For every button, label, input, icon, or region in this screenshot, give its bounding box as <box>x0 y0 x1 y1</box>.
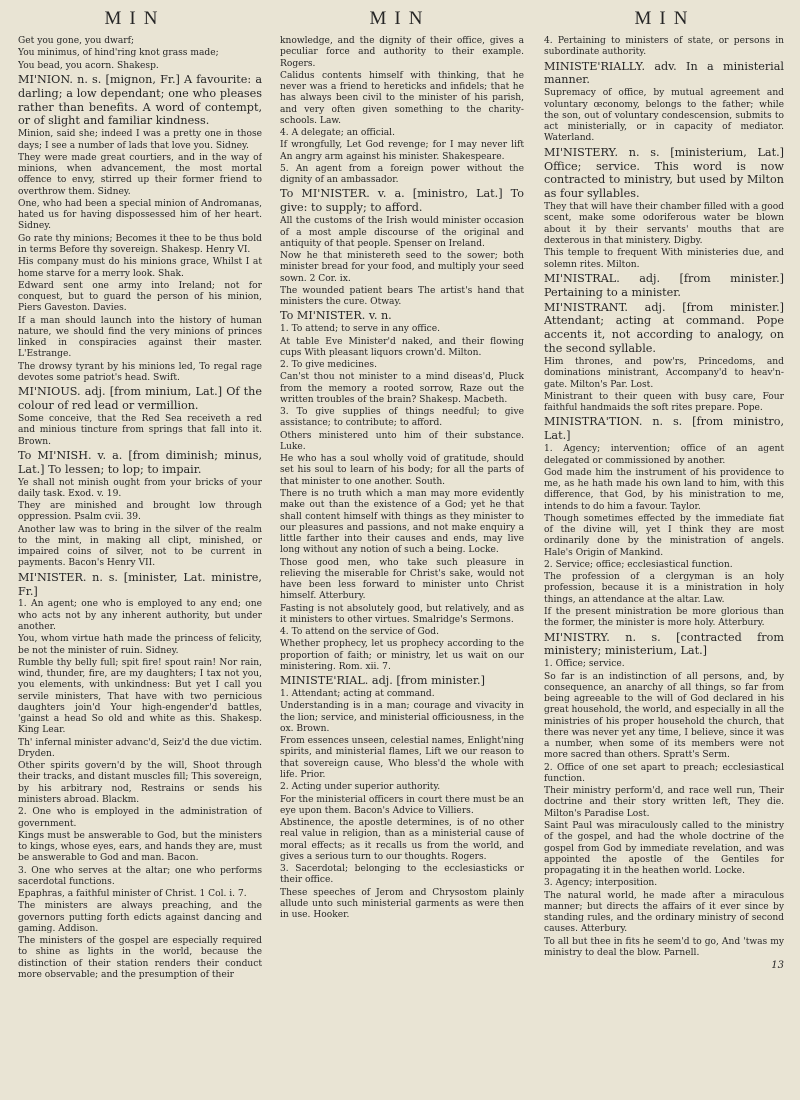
col2-entry: To MI'NISTER. v. n. <box>280 309 392 323</box>
col3-entry: 2. Office of one set apart to preach; ecclesiastical function. <box>544 762 784 784</box>
col1-entry: You minimus, of hind'ring knot grass made; <box>18 48 219 59</box>
col3-entry: This temple to frequent With ministeries due, and solemn rites. Milton. <box>544 248 784 270</box>
col1-entry: Some conceive, that the Red Sea receiveth a red and minious tincture from springs that fall into it. Brown. <box>18 413 262 447</box>
col3-entry: MI'NISTRANT. adj. [from minister.] Attendant; acting at command. Pope accents it, not according to analogy, on the second syllable. <box>544 300 784 356</box>
col1-entry: The ministers of the gospel are especially required to shine as lights in the world, because the distinction of their station renders their conduct more observable; and the presumption of their <box>18 936 262 980</box>
column-middle <box>280 36 524 1086</box>
col2-entry: All the customs of the Irish would minister occasion of a most ample discourse of the original and antiquity of that people. Spenser on Ireland. <box>280 216 524 249</box>
col1-entry: 3. One who serves at the altar; one who performs sacerdotal functions. <box>18 865 262 887</box>
col2-entry: Now he that ministereth seed to the sower; both minister bread for your food, and multiply your seed sown. 2 Cor. ix. <box>280 251 524 284</box>
col2-entry: 3. Sacerdotal; belonging to the ecclesiasticks or their office. <box>280 864 524 886</box>
col2-entry: 5. An agent from a foreign power without the dignity of an ambassador. <box>280 163 524 186</box>
col2-entry: There is no truth which a man may more evidently make out than the existence of a God; yet he that shall content himself with things as they minister to our pleasures and passions, and not make enquiry a little farther into their causes and ends, may live long without any notion of such a being. Locke. <box>280 488 524 556</box>
col1-entry: Minion, said she; indeed I was a pretty one in those days; I see a number of lads that love you. Sidney. <box>18 129 262 151</box>
col1-entry: Ye shall not minish ought from your bricks of your daily task. Exod. v. 19. <box>18 477 262 499</box>
col1-entry: Kings must be answerable to God, but the ministers to kings, whose eyes, ears, and hands they are, must be answerable to God and man. Bacon. <box>18 830 262 864</box>
col1-entry: 2. One who is employed in the administration of government. <box>18 807 262 829</box>
column-right <box>544 36 784 1086</box>
col3-entry: MI'NISTRAL. adj. [from minister.] Pertaining to a minister. <box>544 271 784 299</box>
col1-entry: Th' infernal minister advanc'd, Seiz'd the due victim. Dryden. <box>18 737 262 759</box>
col3-entry: God made him the instrument of his providence to me, as he hath made his own land to him, with this difference, that God, by his ministration to me, intends to do him a favour. Taylor. <box>544 467 784 512</box>
col3-entry: To all but thee in fits he seem'd to go, And 'twas my ministry to deal the blow. Parnell. <box>544 936 784 958</box>
col3-entry: MI'NISTRY. n. s. [contracted from ministery; ministerium, Lat.] <box>544 630 784 658</box>
col3-entry: 3. Agency; interposition. <box>544 878 658 889</box>
col1-entry: Go rate thy minions; Becomes it thee to be thus bold in terms Before thy sovereign. Shakesp. Henry VI. <box>18 233 262 256</box>
header-center: MIN <box>369 8 431 29</box>
col1-entry: 1. An agent; one who is employed to any end; one who acts not by any inherent authority, but under another. <box>18 599 262 632</box>
col3-entry: MINISTE'RIALLY. adv. In a ministerial manner. <box>544 59 784 87</box>
col3-entry: Their ministry perform'd, and race well run, Their doctrine and their story written left, They die. Milton's Paradise Lost. <box>544 786 784 819</box>
col3-entry: 1. Office; service. <box>544 659 625 670</box>
col2-entry: Can'st thou not minister to a mind diseas'd, Pluck from the memory a rooted sorrow, Raze out the written troubles of the brain? Shakesp. Macbeth. <box>280 372 524 405</box>
column-left <box>18 36 262 1086</box>
col2-entry: knowledge, and the dignity of their office, gives a peculiar force and authority to their example. Rogers. <box>280 36 524 69</box>
col2-entry: 2. To give medicines. <box>280 360 377 371</box>
col2-entry: The wounded patient bears The artist's hand that ministers the cure. Otway. <box>280 285 524 308</box>
col2-entry: 1. To attend; to serve in any office. <box>280 324 441 335</box>
col1-entry: The drowsy tyrant by his minions led, To regal rage devotes some patriot's head. Swift. <box>18 361 262 383</box>
col2-entry: Calidus contents himself with thinking, that he never was a friend to hereticks and infidels; that he has always been civil to the minister of his parish, and very often given something to the charity-schools. Law. <box>280 70 524 126</box>
col1-entry: You, whom virtue hath made the princess of felicity, be not the minister of ruin. Sidney. <box>18 634 262 656</box>
col2-entry: Abstinence, the apostle determines, is of no other real value in religion, than as a ministerial cause of moral effects; as it recalls us from the world, and gives a serious turn to our thoughts. Rogers. <box>280 818 524 862</box>
col3-entry: The profession of a clergyman is an holy profession, because it is a ministration in holy things, an attendance at the altar. Law. <box>544 572 784 605</box>
running-header <box>0 8 800 34</box>
col1-entry: You bead, you acorn. Shakesp. <box>18 60 159 71</box>
col1-entry: If a man should launch into the history of human nature, we should find the very minions of princes linked in conspiracies against their master. L'Estrange. <box>18 315 262 360</box>
col2-entry: To MI'NISTER. v. a. [ministro, Lat.] To give: to supply; to afford. <box>280 187 524 215</box>
col2-entry: Whether prophecy, let us prophecy according to the proportion of faith; or ministry, let us wait on our ministering. Rom. xii. 7. <box>280 639 524 672</box>
col2-entry: At table Eve Minister'd naked, and their flowing cups With pleasant liquors crown'd. Milton. <box>280 336 524 358</box>
col3-entry: 1. Agency; intervention; office of an agent delegated or commissioned by another. <box>544 444 784 466</box>
col3-entry: So far is an indistinction of all persons, and, by consequence, an anarchy of all things, so far from being agreeable to the will of God declared in his great household, the world, and especially in all the ministries of his proper household the church, that there was never yet any time, I believe, since it was a number, when some of its members were not more sacred than others. Spratt's Serm. <box>544 671 784 761</box>
col2-entry: 4. A delegate; an official. <box>280 128 395 139</box>
col2-entry: Others ministered unto him of their substance. Luke. <box>280 430 524 452</box>
col3-entry: 4. Pertaining to ministers of state, or persons in subordinate authority. <box>544 36 784 58</box>
header-right: MIN <box>634 8 696 29</box>
col1-entry: They were made great courtiers, and in the way of minions, when advancement, the most mortal offence to envy, stirred up their former friend to overthrow them. Sidney. <box>18 152 262 197</box>
col2-entry: 2. Acting under superior authority. <box>280 782 441 793</box>
header-left: MIN <box>104 8 166 29</box>
col2-entry: 4. To attend on the service of God. <box>280 627 439 638</box>
col2-entry: These speeches of Jerom and Chrysostom plainly allude unto such ministerial garments as were then in use. Hooker. <box>280 887 524 921</box>
col3-entry: 2. Service; office; ecclesiastical function. <box>544 559 733 570</box>
col1-entry: His company must do his minions grace, Whilst I at home starve for a merry look. Shak. <box>18 257 262 279</box>
col1-entry: Other spirits govern'd by the will, Shoot through their tracks, and distant muscles fill; This sovereign, by his arbitrary nod, Restrains or sends his ministers abroad. Blackm. <box>18 761 262 805</box>
col1-entry: Rumble thy belly full; spit fire! spout rain! Nor rain, wind, thunder, fire, are my daughters; I tax not you, you elements, with unkindness: But yet I call you servile ministers, That have with two pernicious daughters join'd Your high-engender'd battles, 'gainst a head So old and white as this. Shakesp. King Lear. <box>18 657 262 736</box>
col1-entry: MI'NION. n. s. [mignon, Fr.] A favourite: a darling; a low dependant; one who pleases rather than benefits. A word of contempt, or of slight and familiar kindness. <box>18 72 262 128</box>
col2-entry: 3. To give supplies of things needful; to give assistance; to contribute; to afford. <box>280 407 524 429</box>
col1-entry: MI'NISTER. n. s. [minister, Lat. ministre, Fr.] <box>18 570 262 598</box>
col3-entry: Him thrones, and pow'rs, Princedoms, and dominations ministrant, Accompany'd to heav'n-gate. Milton's Par. Lost. <box>544 357 784 390</box>
col1-entry: They are minished and brought low through oppression. Psalm cvii. 39. <box>18 501 262 523</box>
col2-entry: MINISTE'RIAL. adj. [from minister.] <box>280 674 485 688</box>
col2-entry: Understanding is in a man; courage and vivacity in the lion; service, and ministerial officiousness, in the ox. Brown. <box>280 701 524 734</box>
col1-entry: Edward sent one army into Ireland; not for conquest, but to guard the person of his minion, Piers Gaveston. Davies. <box>18 280 262 314</box>
col2-entry: He who has a soul wholly void of gratitude, should set his soul to learn of his body; for all the parts of that minister to one another. South. <box>280 454 524 487</box>
col1-entry: One, who had been a special minion of Andromanas, hated us for having dispossessed him of her heart. Sidney. <box>18 198 262 232</box>
col1-entry: Epaphras, a faithful minister of Christ. 1 Col. i. 7. <box>18 889 247 900</box>
col1-entry: The ministers are always preaching, and the governors putting forth edicts against dancing and gaming. Addison. <box>18 901 262 934</box>
col3-entry: They that will have their chamber filled with a good scent, make some odoriferous water be blown about it by their servants' mouths that are dexterous in that ministery. Digby. <box>544 202 784 246</box>
col2-entry: 1. Attendant; acting at command. <box>280 689 435 700</box>
col1-entry: Get you gone, you dwarf; <box>18 36 135 46</box>
col2-entry: Those good men, who take such pleasure in relieving the miserable for Christ's sake, would not have been less forward to minister unto Christ himself. Atterbury. <box>280 557 524 602</box>
col2-entry: Fasting is not absolutely good, but relatively, and as it ministers to other virtues. Smalridge's Sermons. <box>280 603 524 625</box>
col2-entry: If wrongfully, Let God revenge; for I may never lift An angry arm against his minister. Shakespeare. <box>280 140 524 162</box>
col1-entry: Another law was to bring in the silver of the realm to the mint, in making all clipt, minished, or impaired coins of silver, not to be current in payments. Bacon's Henry VII. <box>18 524 262 569</box>
col3-entry: Saint Paul was miraculously called to the ministry of the gospel, and had the whole doctrine of the gospel from God by immediate revelation, and was appointed the apostle of the Gentiles for propagating it in the heathen world. Locke. <box>544 821 784 877</box>
col3-entry: MI'NISTERY. n. s. [ministerium, Lat.] Office; service. This word is now contracted to ministry, but used by Milton as four syllables. <box>544 145 784 201</box>
col3-entry: MINISTRA'TION. n. s. [from ministro, Lat.] <box>544 415 784 443</box>
col3-entry: Supremacy of office, by mutual agreement and voluntary œconomy, belongs to the father; while the son, out of voluntary condescension, submits to act ministerially, or in capacity of mediator. Waterland. <box>544 88 784 144</box>
col3-entry: If the present ministration be more glorious than the former, the minister is more holy. Atterbury. <box>544 606 784 629</box>
col3-entry: The natural world, he made after a miraculous manner; but directs the affairs of it ever since by standing rules, and the ordinary ministry of second causes. Atterbury. <box>544 890 784 935</box>
col1-entry: MI'NIOUS. adj. [from minium, Lat.] Of the colour of red lead or vermillion. <box>18 385 262 413</box>
col3-entry: Though sometimes effected by the immediate fiat of the divine will, yet I think they are most ordinarily done by the ministration of angels. Hale's Origin of Mankind. <box>544 513 784 558</box>
col3-entry: Ministrant to their queen with busy care, Four faithful handmaids the soft rites prepare. Pope. <box>544 391 784 414</box>
col2-entry: For the ministerial officers in court there must be an eye upon them. Bacon's Advice to Villiers. <box>280 794 524 816</box>
page-catchword: 13 <box>771 960 784 972</box>
col2-entry: From essences unseen, celestial names, Enlight'ning spirits, and ministerial flames, Lift we our reason to that sovereign cause, Who bless'd the whole with life. Prior. <box>280 736 524 780</box>
col1-entry: To MI'NISH. v. a. [from diminish; minus, Lat.] To lessen; to lop; to impair. <box>18 448 262 476</box>
